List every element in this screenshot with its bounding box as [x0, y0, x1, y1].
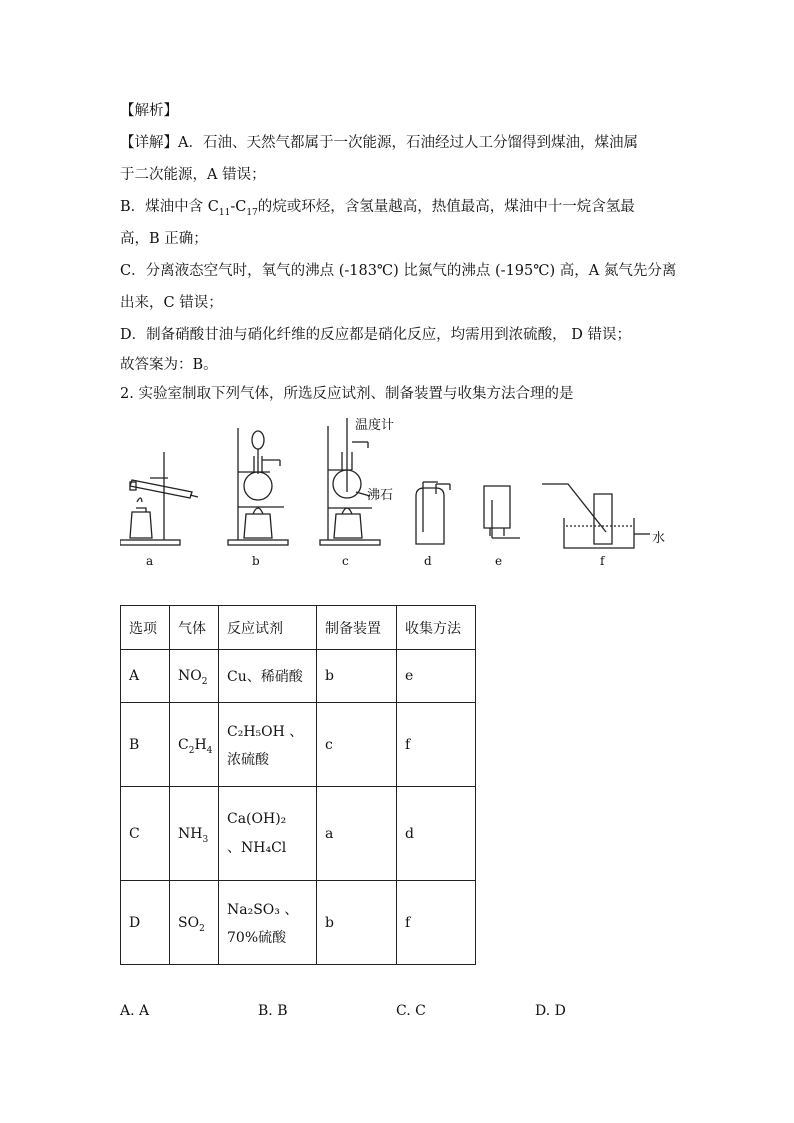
analysis-line: 出来，C 错误；	[120, 295, 223, 311]
analysis-line: 故答案为：B。	[120, 357, 218, 373]
apparatus-c	[320, 418, 380, 545]
boiling-chip-label: 沸石	[367, 488, 394, 503]
reagent-cell: Ca(OH)₂ 、NH₄Cl	[219, 787, 317, 881]
apparatus-e	[484, 486, 520, 538]
gas-cell: $NH_3$	[170, 787, 219, 881]
gas-cell: $NO_2$	[170, 650, 219, 703]
header-cell: 收集方法	[397, 606, 476, 650]
apparatus-label: b	[252, 554, 260, 568]
analysis-line: 【详解】A．石油、天然气都属于一次能源，石油经过人工分馏得到煤油，煤油属	[120, 135, 638, 151]
analysis-line: 高，B 正确；	[120, 231, 208, 247]
reagent-cell: Cu、稀硝酸	[219, 650, 317, 703]
table-header-row	[121, 606, 476, 650]
analysis-line: C．分离液态空气时，氧气的沸点 (-183℃) 比氮气的沸点 (-195℃) 高，A 氮气先分离	[120, 263, 677, 279]
gas-cell: $SO_2$	[170, 881, 219, 965]
reagent-cell: Na₂SO₃ 、 70%硫酸	[219, 881, 317, 965]
question-stem: 2. 实验室制取下列气体，所选反应试剂、制备装置与收集方法合理的是	[120, 386, 574, 402]
thermometer-label: 温度计	[355, 418, 395, 433]
apparatus-label: e	[495, 554, 503, 568]
option-cell: A	[121, 650, 170, 703]
header-cell: 选项	[121, 606, 170, 650]
option-cell: D	[121, 881, 170, 965]
device-cell: b	[317, 650, 397, 703]
collect-cell: f	[397, 881, 476, 965]
collect-cell: d	[397, 787, 476, 881]
analysis-line: B．煤油中含 $C_{11}-C_{17}$的烷或环烃，含氢量越高，热值最高，煤油中十一烷含氢最	[120, 199, 635, 218]
analysis-line: 于二次能源，A 错误；	[120, 167, 266, 183]
reagent-cell: C₂H₅OH 、 浓硫酸	[219, 703, 317, 787]
apparatus-label: d	[424, 554, 432, 568]
apparatus-b	[228, 428, 288, 545]
apparatus-d	[416, 482, 450, 544]
table-row	[121, 787, 476, 881]
apparatus-f	[542, 484, 650, 548]
option-cell: C	[121, 787, 170, 881]
device-cell: a	[317, 787, 397, 881]
collect-cell: e	[397, 650, 476, 703]
apparatus-label: f	[600, 554, 605, 568]
option-cell: B	[121, 703, 170, 787]
choice-d[interactable]: D. D	[535, 1003, 566, 1019]
analysis-header: 【解析】	[120, 103, 178, 119]
table-row	[121, 881, 476, 965]
choice-c[interactable]: C. C	[396, 1003, 426, 1019]
apparatus-a	[120, 452, 198, 545]
water-label: 水	[652, 531, 666, 546]
apparatus-label: a	[146, 554, 154, 568]
apparatus-figure	[120, 412, 680, 572]
options-table	[120, 605, 476, 965]
gas-cell: $C_2H_4$	[170, 703, 219, 787]
table-row	[121, 703, 476, 787]
choice-b[interactable]: B. B	[258, 1003, 288, 1019]
analysis-line: D．制备硝酸甘油与硝化纤维的反应都是硝化反应，均需用到浓硫酸， D 错误；	[120, 327, 631, 343]
header-cell: 反应试剂	[219, 606, 317, 650]
header-cell: 制备装置	[317, 606, 397, 650]
choice-a[interactable]: A. A	[120, 1003, 150, 1019]
apparatus-label: c	[342, 554, 349, 568]
collect-cell: f	[397, 703, 476, 787]
table-row	[121, 650, 476, 703]
header-cell: 气体	[170, 606, 219, 650]
device-cell: b	[317, 881, 397, 965]
device-cell: c	[317, 703, 397, 787]
